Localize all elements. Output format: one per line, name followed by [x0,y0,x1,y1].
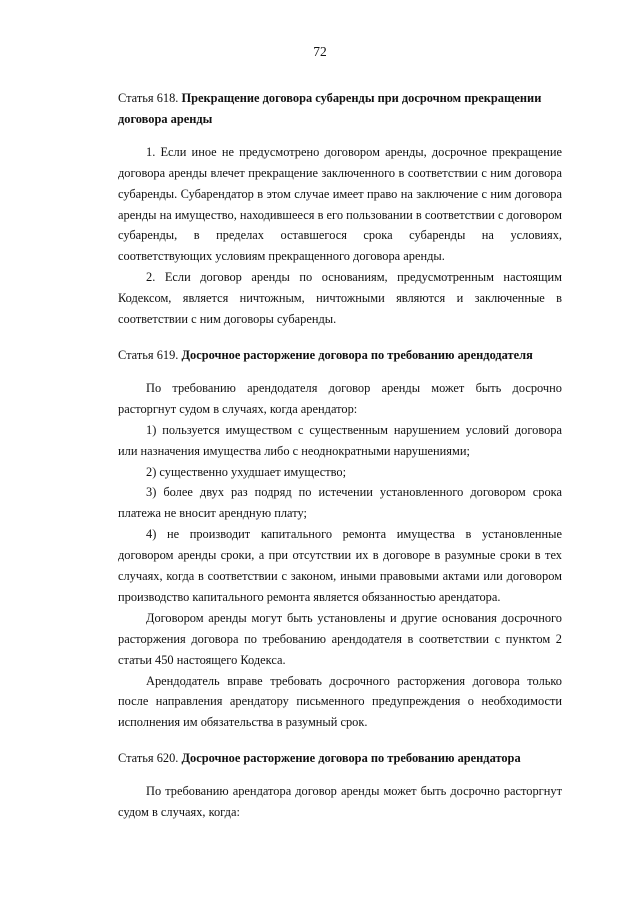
article-619-heading [118,345,562,366]
article-paragraph: Договором аренды могут быть установлены и другие основания досрочного расторжения договора по требованию арендодателя в соответствии с пунктом 2 статьи 450 настоящего Кодекса. [118,610,562,667]
article-number: Статья 619. [118,347,179,362]
article-number: Статья 618. [118,91,179,105]
document-body [118,88,562,838]
article-619 [118,345,562,733]
article-title: Досрочное расторжение договора по требованию арендодателя [181,347,533,362]
article-paragraph: По требованию арендатора договор аренды может быть досрочно расторгнут судом в случаях, когда: [118,784,562,820]
article-paragraph: 2. Если договор аренды по основаниям, предусмотренным настоящим Кодексом, является ничтожным, ничтожными являются и заключенные в соответствии с ним договоры субаренды. [118,270,562,327]
article-paragraph: 1) пользуется имуществом с существенным нарушением условий договора или назначения имущества либо с неоднократными нарушениями; [118,422,562,458]
article-title: Досрочное расторжение договора по требованию арендатора [181,751,521,766]
article-paragraph: 3) более двух раз подряд по истечении установленного договором срока платежа не вносит арендную плату; [118,485,562,521]
article-620 [118,748,562,823]
page-number: 72 [313,44,327,59]
article-618-heading [118,88,562,130]
article-paragraph: 4) не производит капитального ремонта имущества в установленные договором аренды сроки, а при отсутствии их в договоре в разумные сроки в тех случаях, когда в соответствии с законом, иными правовыми актами или договором производство капитального ремонта является обязанностью арендатора. [118,527,562,604]
article-618 [118,88,562,330]
article-620-heading [118,748,562,769]
article-paragraph: Арендодатель вправе требовать досрочного расторжения договора только после направления арендатору письменного предупреждения о необходимости исполнения им обязательства в разумный срок. [118,673,562,730]
article-paragraph: 2) существенно ухудшает имущество; [146,464,347,479]
article-paragraph: По требованию арендодателя договор аренды может быть досрочно расторгнут судом в случаях, когда арендатор: [118,380,562,416]
article-title: Прекращение договора субаренды при досрочном прекращении договора аренды [118,91,542,126]
article-paragraph: 1. Если иное не предусмотрено договором аренды, досрочное прекращение договора аренды влечет прекращение заключенного в соответствии с ним договора субаренды. Субарендатор в этом случае имеет право на заключение с ним договора аренды на имущество, находившееся в его пользовании в соответствии с договором субаренды, в пределах оставшегося срока субаренды на условиях, соответствующих условиям прекращенного договора аренды. [118,144,562,264]
article-number: Статья 620. [118,751,179,766]
